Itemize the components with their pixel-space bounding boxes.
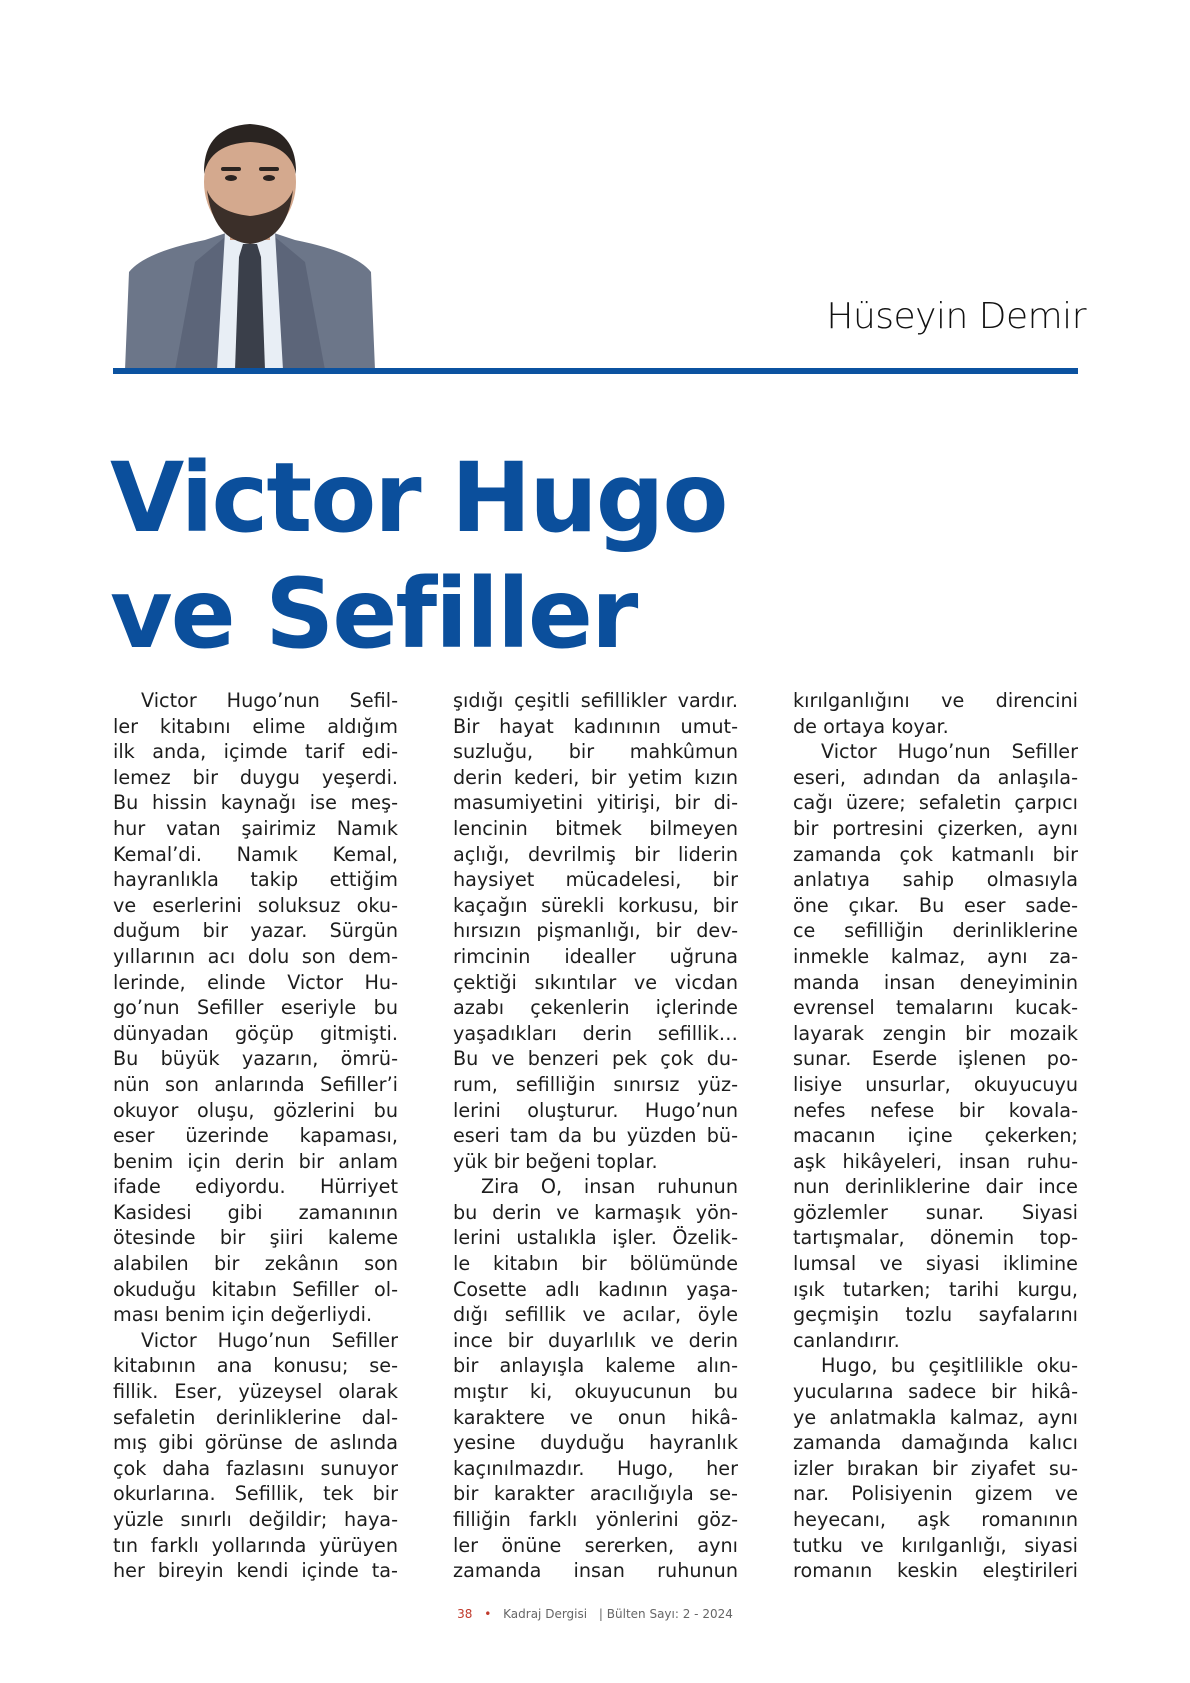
text-line: çektiği sıkıntılar ve vicdan [453, 970, 738, 994]
text-line: yesine duyduğu hayranlık [453, 1431, 738, 1455]
text-line: lumsal ve siyasi iklimine [793, 1252, 1078, 1276]
text-line: zamanda insan ruhunun [453, 1559, 738, 1583]
text-line: anlatıya sahip olmasıyla [793, 868, 1078, 892]
text-line: dığı sefillik ve acılar, öyle [453, 1303, 738, 1327]
bullet-separator: • [484, 1607, 492, 1621]
column-2 [453, 688, 738, 1583]
text-line: Bu hissin kaynağı ise meş- [113, 791, 398, 815]
text-line: her bireyin kendi içinde ta- [113, 1559, 398, 1583]
author-name: Hüseyin Demir [826, 296, 1086, 337]
text-line: kırılganlığını ve direncini [793, 689, 1078, 712]
text-line: hırsızın pişmanlığı, bir dev- [453, 919, 738, 943]
text-line: Bir hayat kadınının umut- [453, 714, 738, 738]
text-line: ilk anda, içimde tarif edi- [113, 740, 398, 764]
text-line: bir karakter aracılığıyla se- [453, 1482, 738, 1506]
text-line: sefaletin derinliklerine dal- [113, 1405, 398, 1429]
text-line: azabı çekenlerin içlerinde [453, 996, 738, 1020]
text-line: ince bir duyarlılık ve derin [453, 1328, 738, 1352]
text-line: yüzle sınırlı değildir; haya- [113, 1508, 398, 1531]
text-line: bir anlayışla kaleme alın- [453, 1354, 738, 1378]
text-line: ifade ediyordu. Hürriyet [113, 1175, 398, 1199]
text-line: eser üzerinde kapaması, [113, 1124, 398, 1148]
text-line: eseri tam da bu yüzden bü- [453, 1124, 738, 1148]
text-line: okuyor oluşu, gözlerini bu [113, 1098, 398, 1122]
text-line: eseri, adından da anlaşıla- [793, 765, 1078, 789]
text-line: derin kederi, bir yetim kızın [453, 765, 738, 789]
text-line: Bu ve benzeri pek çok du- [453, 1047, 738, 1071]
text-line: Kasidesi gibi zamanının [113, 1200, 398, 1224]
text-line: çok daha fazlasını sunuyor [113, 1456, 398, 1480]
text-line: lencinin bitmek bilmeyen [453, 816, 738, 840]
text-line: öne çıkar. Bu eser sade- [793, 893, 1078, 917]
text-line: tutku ve kırılganlığı, siyasi [793, 1533, 1078, 1557]
text-line: ler önüne sererken, aynı [453, 1533, 738, 1557]
text-line: kaçağın sürekli korkusu, bir [453, 893, 738, 917]
text-line: lerini oluşturur. Hugo’nun [453, 1098, 738, 1122]
header-divider [113, 368, 1078, 374]
text-line: yıllarının acı dolu son dem- [113, 944, 398, 968]
text-line: hayranlıkla takip ettiğim [113, 868, 398, 892]
column-1 [113, 688, 398, 1583]
text-line: manda insan deneyiminin [793, 970, 1078, 994]
text-line: alabilen bir zekânın son [113, 1252, 398, 1276]
text-line: lerinde, elinde Victor Hu- [113, 970, 398, 994]
text-line: okuduğu kitabın Sefiller ol- [113, 1277, 398, 1301]
text-line: sunar. Eserde işlenen po- [793, 1047, 1078, 1071]
text-line: lemez bir duygu yeşerdi. [113, 765, 398, 789]
text-line: Bu büyük yazarın, ömrü- [113, 1047, 398, 1071]
page-number: 38 [457, 1607, 473, 1621]
magazine-name: Kadraj Dergisi [503, 1607, 588, 1621]
text-line: duğum bir yazar. Sürgün [113, 919, 398, 943]
text-line: go’nun Sefiller eseriyle bu [113, 996, 398, 1020]
text-line: nun derinliklerine dair ince [793, 1175, 1078, 1199]
text-line: yucularına sadece bir hikâ- [793, 1380, 1078, 1404]
text-line: zamanda damağında kalıcı [793, 1431, 1078, 1455]
text-line: cağı üzere; sefaletin çarpıcı [793, 791, 1078, 815]
text-line: yük bir beğeni toplar. [453, 1149, 658, 1173]
text-line: ması benim için değerliydi. [113, 1303, 373, 1327]
text-line: ışık tutarken; tarihi kurgu, [793, 1277, 1078, 1301]
text-line: Victor Hugo’nun Sefiller [821, 740, 1078, 764]
text-line: dünyadan göçüp gitmişti. [113, 1021, 398, 1045]
text-line: Cosette adlı kadının yaşa- [453, 1277, 738, 1301]
text-line: macanın içine çekerken; [793, 1124, 1078, 1148]
article-body [113, 688, 1078, 1583]
title-line-1: Victor Hugo [110, 442, 727, 554]
text-line: rum, sefilliğin sınırsız yüz- [453, 1072, 738, 1096]
text-line: bu derin ve karmaşık yön- [453, 1200, 738, 1224]
text-line: inmekle kalmaz, aynı za- [793, 944, 1078, 968]
text-line: le kitabın bir bölümünde [453, 1252, 738, 1276]
text-line: canlandırır. [793, 1328, 900, 1352]
article-title [110, 440, 726, 672]
text-line: gözlemler sunar. Siyasi [793, 1200, 1078, 1224]
text-line: hur vatan şairimiz Namık [113, 816, 398, 840]
text-line: de ortaya koyar. [793, 714, 949, 738]
text-line: okurlarına. Sefillik, tek bir [113, 1482, 398, 1506]
title-line-2: ve Sefiller [110, 558, 637, 670]
text-line: nefes nefese bir kovala- [793, 1098, 1078, 1122]
text-line: lisiye unsurlar, okuyucuyu [793, 1072, 1078, 1096]
text-line: heyecanı, aşk romanının [793, 1508, 1078, 1531]
text-line: masumiyetini yitirişi, bir di- [453, 791, 738, 815]
text-line: aşk hikâyeleri, insan ruhu- [793, 1149, 1078, 1173]
text-line: izler bırakan bir ziyafet su- [793, 1456, 1078, 1480]
text-line: açlığı, devrilmiş bir liderin [453, 842, 738, 866]
text-line: ce sefilliğin derinliklerine [793, 919, 1078, 943]
text-line: nar. Polisiyenin gizem ve [793, 1482, 1078, 1506]
text-line: haysiyet mücadelesi, bir [453, 868, 738, 892]
text-line: kaçınılmazdır. Hugo, her [453, 1456, 738, 1480]
text-line: tın farklı yollarında yürüyen [113, 1533, 398, 1557]
text-line: zamanda çok katmanlı bir [793, 842, 1078, 866]
page-footer [0, 1607, 1190, 1621]
text-line: filliğin farklı yönlerini göz- [453, 1508, 738, 1531]
text-line: bir portresini çizerken, aynı [793, 816, 1078, 840]
text-line: geçmişin tozlu sayfalarını [793, 1303, 1078, 1327]
text-line: suzluğu, bir mahkûmun [453, 740, 738, 764]
text-line: ye anlatmakla kalmaz, aynı [793, 1405, 1078, 1429]
text-line: Victor Hugo’nun Sefiller [141, 1328, 398, 1352]
text-line: Kemal’di. Namık Kemal, [113, 842, 398, 866]
text-line: kitabının ana konusu; se- [113, 1354, 398, 1378]
text-line: Zira O, insan ruhunun [481, 1175, 738, 1199]
text-line: Hugo, bu çeşitlilikle oku- [821, 1354, 1078, 1378]
column-3 [793, 688, 1078, 1583]
text-line: ler kitabını elime aldığım [113, 714, 398, 738]
text-line: Victor Hugo’nun Sefil- [141, 689, 398, 712]
text-line: yaşadıkları derin sefillik… [453, 1021, 738, 1045]
text-line: lerini ustalıkla işler. Özelik- [453, 1226, 738, 1250]
text-line: nün son anlarında Sefiller’i [113, 1072, 398, 1096]
text-line: ötesinde bir şiiri kaleme [113, 1226, 398, 1250]
author-portrait [115, 112, 385, 370]
text-line: mış gibi görünse de aslında [113, 1431, 398, 1455]
text-line: rimcinin idealler uğruna [453, 944, 738, 968]
text-line: evrensel temalarını kucak- [793, 996, 1078, 1020]
text-line: layarak zengin bir mozaik [793, 1021, 1078, 1045]
text-line: benim için derin bir anlam [113, 1149, 398, 1173]
text-line: mıştır ki, okuyucunun bu [453, 1380, 738, 1404]
text-line: ve eserlerini soluksuz oku- [113, 893, 398, 917]
text-line: şıdığı çeşitli sefillikler vardır. [453, 689, 738, 712]
text-line: romanın keskin eleştirileri [793, 1559, 1078, 1583]
issue-info: | Bülten Sayı: 2 - 2024 [598, 1607, 733, 1621]
text-line: fillik. Eser, yüzeysel olarak [113, 1380, 398, 1404]
text-line: tartışmalar, dönemin top- [793, 1226, 1078, 1250]
text-line: karaktere ve onun hikâ- [453, 1405, 738, 1429]
